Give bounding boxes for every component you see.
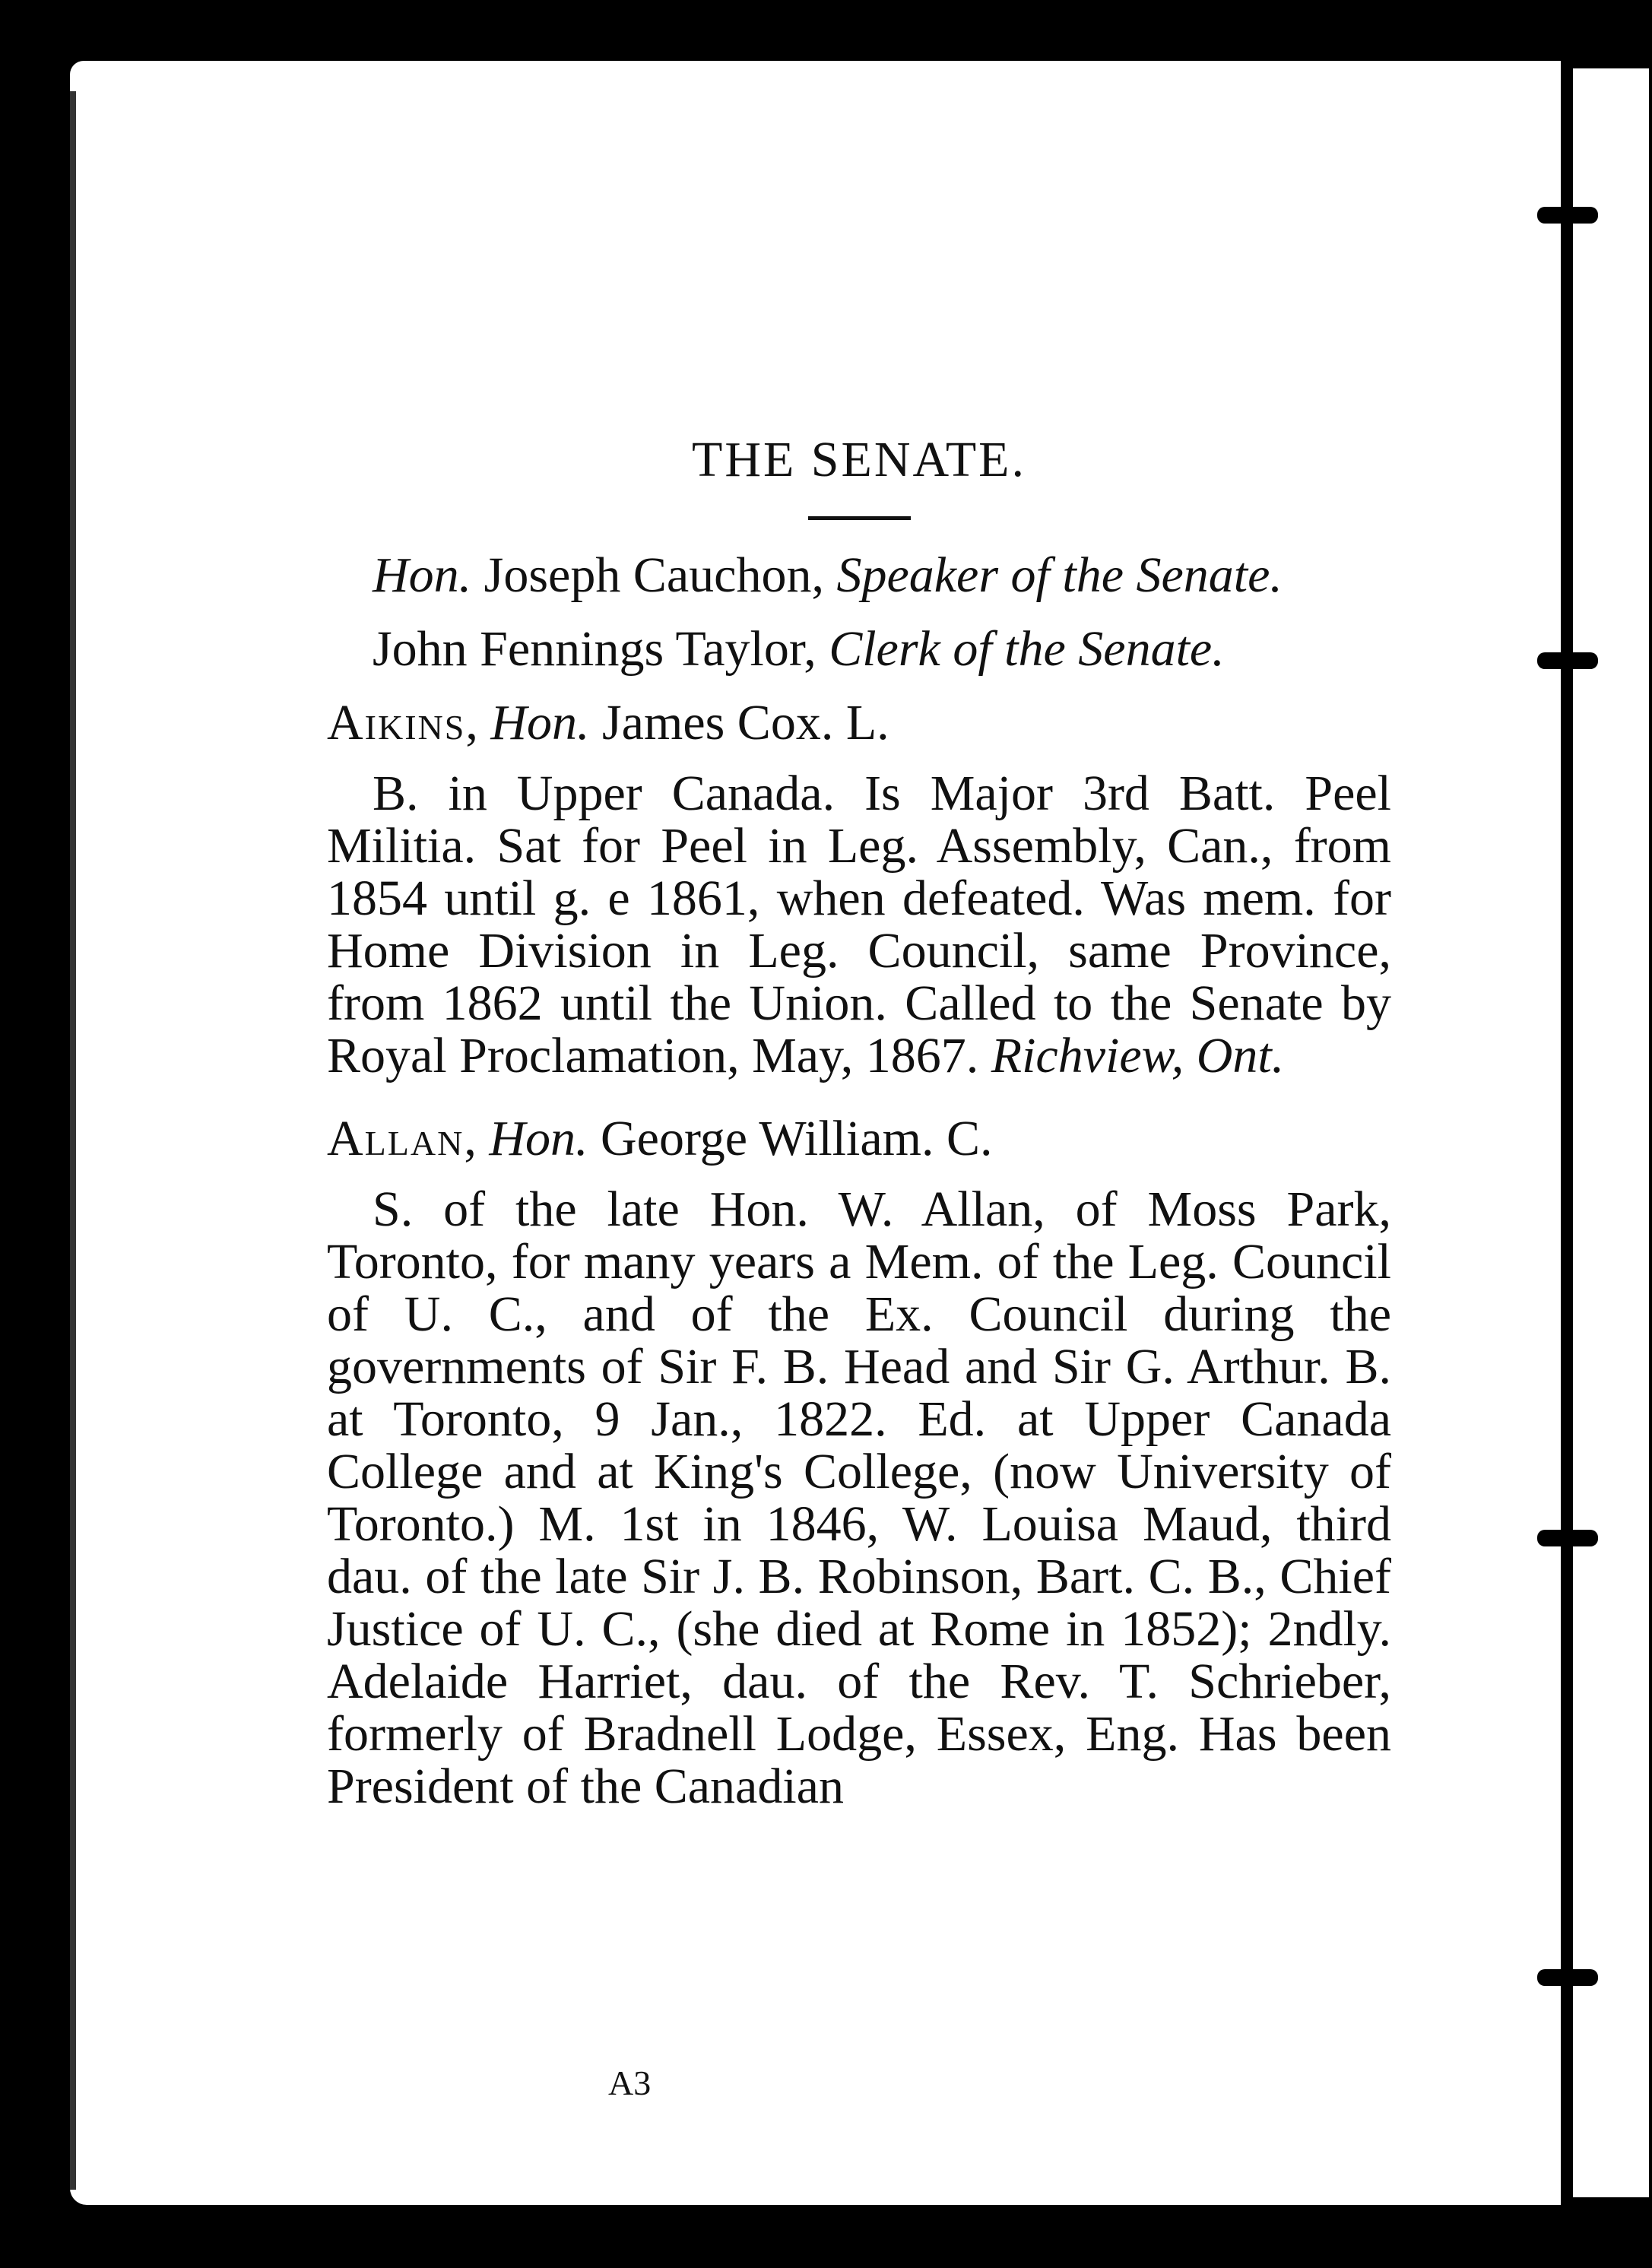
entry-hon: Hon. (489, 1111, 588, 1166)
entry-bio-text: B. in Upper Canada. Is Major 3rd Batt. Peel Militia. Sat for Peel in Leg. Assembly, Can., from 1854 until g. e 1861, when defeated. Was mem. for Home Division in Leg. Council, same Province, from 1862 until the Union. Called to the Senate by Royal Proclamation, May, 1867. (327, 766, 1391, 1083)
page-left-edge (70, 91, 99, 2190)
entry-hon: Hon. (490, 695, 590, 750)
entry-bio (327, 1183, 1391, 1813)
binding-rule (1561, 61, 1573, 2220)
binding-stitch (1537, 1969, 1598, 1986)
speaker-hon: Hon. (373, 547, 472, 603)
entry-bio (327, 767, 1391, 1082)
binding-stitch (1537, 1530, 1598, 1546)
entry-heading: Allan, Hon. George William. C. (327, 1111, 993, 1166)
page-title: THE SENATE. (692, 432, 1026, 487)
clerk-name: John Fennings Taylor, (373, 621, 829, 677)
clerk-role: Clerk of the Senate. (829, 621, 1225, 677)
clerk-line (327, 623, 1391, 675)
speaker-role: Speaker of the Senate. (836, 547, 1283, 603)
binding-stitch (1537, 207, 1598, 224)
entry-surname: Aikins (327, 695, 466, 750)
entry-surname: Allan (327, 1111, 465, 1166)
entry-heading: Aikins, Hon. James Cox. L. (327, 695, 889, 750)
entry-bio-text: S. of the late Hon. W. Allan, of Moss Park, Toronto, for many years a Mem. of the Leg. Council of U. C., and of the Ex. Council during the governments of Sir F. B. Head and Sir G. Arthur. B. at Toronto, 9 Jan., 1822. Ed. at Upper Canada College and at King's College, (now University of Toronto.) M. 1st in 1846, W. Louisa Maud, third dau. of the late Sir J. B. Robinson, Bart. C. B., Chief Justice of U. C., (she died at Rome in 1852); 2ndly. Adelaide Harriet, dau. of the Rev. T. Schrieber, formerly of Bradnell Lodge, Essex, Eng. Has been President of the Canadian (327, 1182, 1391, 1814)
page-folio: A3 (608, 2063, 652, 2102)
entry-given: James Cox. L. (589, 695, 889, 750)
entry-given: George William. C. (588, 1111, 993, 1166)
binding-stitch (1537, 652, 1598, 669)
binding-strip (1573, 68, 1649, 2197)
page-text (327, 433, 1391, 1843)
speaker-line (327, 549, 1391, 601)
entry-residence: Richview, Ont. (991, 1028, 1285, 1083)
title-rule (808, 516, 911, 520)
speaker-name: Joseph Cauchon, (471, 547, 837, 603)
